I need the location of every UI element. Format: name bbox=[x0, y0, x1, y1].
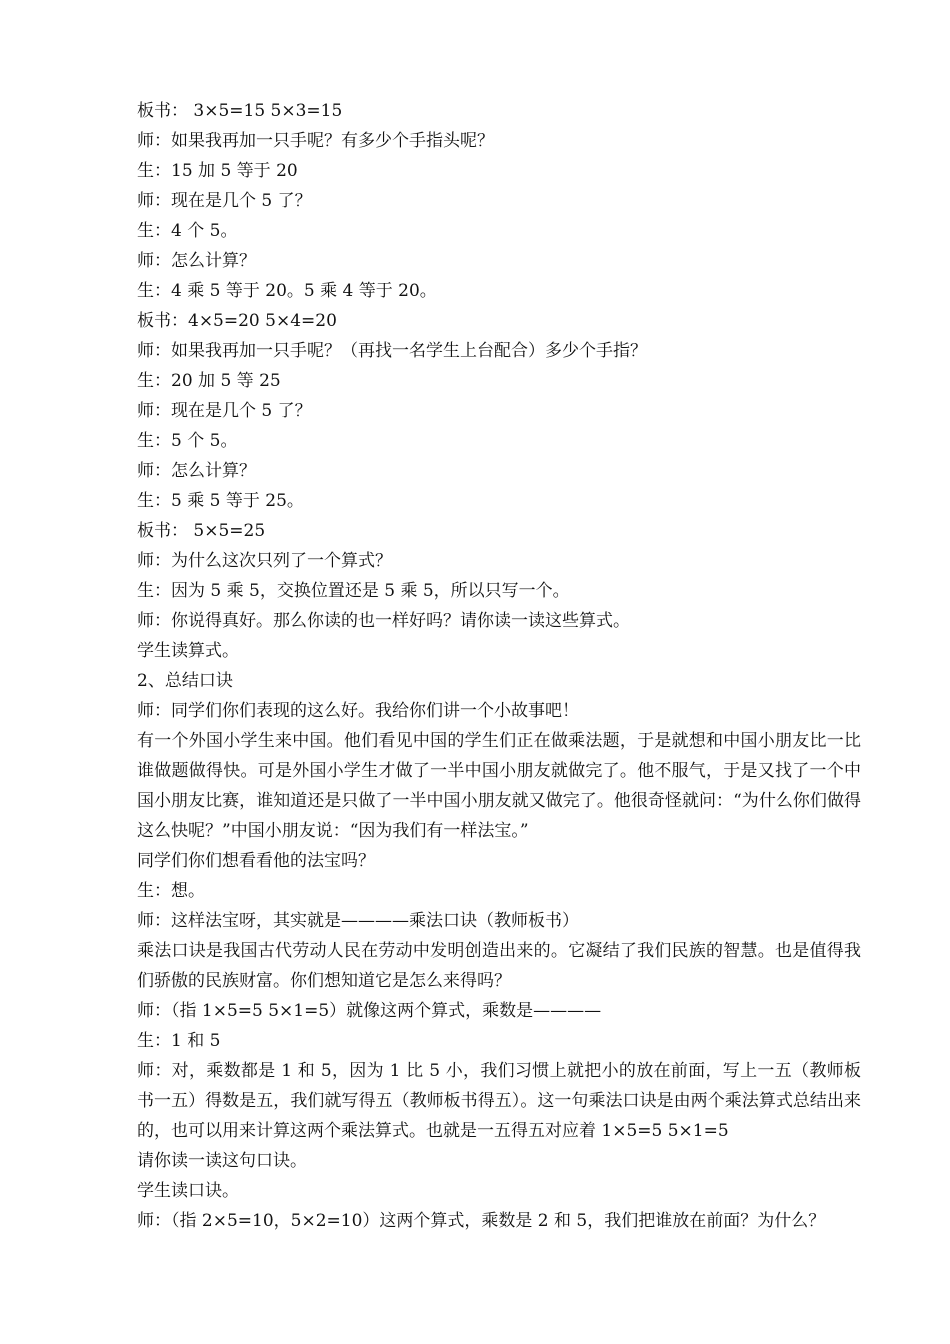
text-line: 师：这样法宝呀，其实就是————乘法口诀（教师板书） bbox=[137, 911, 579, 931]
text-line: 板书： 3×5=15 5×3=15 bbox=[137, 101, 343, 121]
text-line: 生：1 和 5 bbox=[137, 1031, 221, 1051]
text-line: 生：4 乘 5 等于 20。5 乘 4 等于 20。 bbox=[137, 281, 437, 301]
text-line: 师：如果我再加一只手呢？有多少个手指头呢？ bbox=[137, 131, 494, 151]
text-line: 生：想。 bbox=[137, 881, 205, 901]
text-line: 师：（指 1×5=5 5×1=5）就像这两个算式，乘数是———— bbox=[137, 1001, 602, 1021]
text-line: 生：5 乘 5 等于 25。 bbox=[137, 491, 304, 511]
text-line: 生：20 加 5 等 25 bbox=[137, 371, 281, 391]
text-line: 生：15 加 5 等于 20 bbox=[137, 161, 298, 181]
text-line: 板书：4×5=20 5×4=20 bbox=[137, 311, 337, 331]
text-line: 板书： 5×5=25 bbox=[137, 521, 266, 541]
text-line: 师：如果我再加一只手呢？（再找一名学生上台配合）多少个手指？ bbox=[137, 341, 647, 361]
text-line: 生：因为 5 乘 5，交换位置还是 5 乘 5，所以只写一个。 bbox=[137, 581, 570, 601]
text-line: 生：4 个 5。 bbox=[137, 221, 238, 241]
text-line: 生：5 个 5。 bbox=[137, 431, 238, 451]
text-line: 师：怎么计算？ bbox=[137, 251, 256, 271]
text-line: 师：你说得真好。那么你读的也一样好吗？请你读一读这些算式。 bbox=[137, 611, 630, 631]
text-line: 师：同学们你们表现的这么好。我给你们讲一个小故事吧！ bbox=[137, 701, 579, 721]
text-line: 学生读口诀。 bbox=[137, 1181, 239, 1201]
text-line: 师：现在是几个 5 了？ bbox=[137, 191, 312, 211]
text-line: 请你读一读这句口诀。 bbox=[137, 1151, 307, 1171]
text-line: 师：（指 2×5=10，5×2=10）这两个算式，乘数是 2 和 5，我们把谁放在前面？为什么？ bbox=[137, 1211, 826, 1231]
heritage-paragraph: 乘法口诀是我国古代劳动人民在劳动中发明创造出来的。它凝结了我们民族的智慧。也是值得我们骄傲的民族财富。你们想知道它是怎么来得吗？ bbox=[137, 941, 861, 991]
text-line: 师：现在是几个 5 了？ bbox=[137, 401, 312, 421]
text-line: 师：怎么计算？ bbox=[137, 461, 256, 481]
text-line: 学生读算式。 bbox=[137, 641, 239, 661]
section-heading: 2、总结口诀 bbox=[137, 671, 233, 691]
text-line: 师：为什么这次只列了一个算式？ bbox=[137, 551, 392, 571]
document-page bbox=[137, 96, 861, 1236]
text-line: 同学们你们想看看他的法宝吗？ bbox=[137, 851, 375, 871]
explain-paragraph: 师：对，乘数都是 1 和 5，因为 1 比 5 小，我们习惯上就把小的放在前面，写上一五（教师板书一五）得数是五，我们就写得五（教师板书得五）。这一句乘法口诀是由两个乘法算式总结出来的，也可以用来计算这两个乘法算式。也就是一五得五对应着 1×5=5 5×1=5 bbox=[137, 1061, 861, 1141]
story-paragraph: 有一个外国小学生来中国。他们看见中国的学生们正在做乘法题，于是就想和中国小朋友比一比谁做题做得快。可是外国小学生才做了一半中国小朋友就做完了。他不服气，于是又找了一个中国小朋友比赛，谁知道还是只做了一半中国小朋友就又做完了。他很奇怪就问：“为什么你们做得这么快呢？”中国小朋友说：“因为我们有一样法宝。” bbox=[137, 731, 861, 841]
